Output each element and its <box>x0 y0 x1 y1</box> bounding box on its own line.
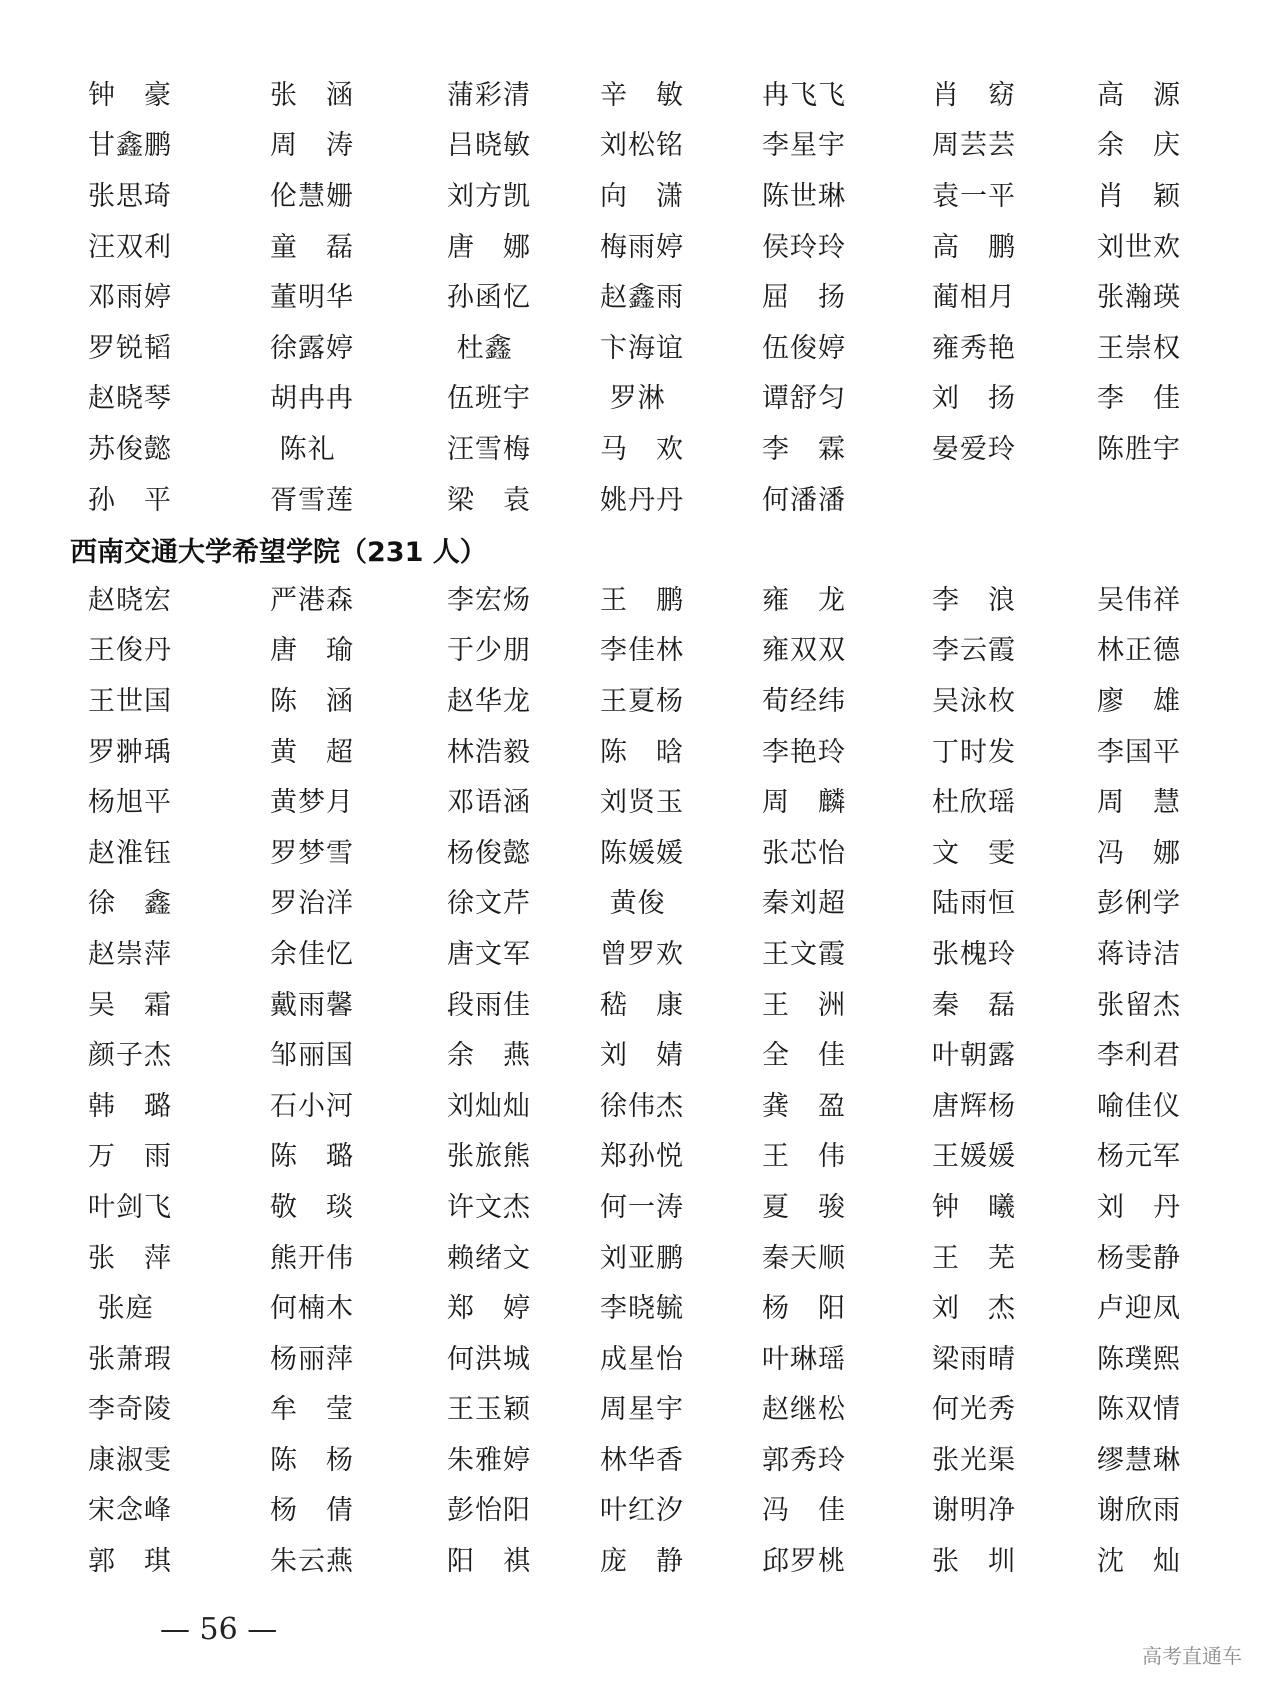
name-row <box>88 575 1208 626</box>
name-cell: 林华香 <box>600 1444 684 1476</box>
name-cell: 赵淮钰 <box>88 837 172 869</box>
name-row <box>88 727 1208 778</box>
name-cell: 谢欣雨 <box>1097 1495 1181 1527</box>
name-cell: 苏俊懿 <box>88 433 172 465</box>
name-row <box>88 1536 1208 1587</box>
page-number: — 56 — <box>160 1612 278 1647</box>
name-cell: 何洪城 <box>447 1343 531 1375</box>
name-cell: 卞海谊 <box>600 332 684 364</box>
name-cell: 屈 扬 <box>762 282 846 314</box>
name-cell: 荀经纬 <box>762 685 846 717</box>
name-cell: 赵鑫雨 <box>600 282 684 314</box>
name-cell: 廖 雄 <box>1097 685 1181 717</box>
name-row <box>88 475 1208 526</box>
name-row <box>88 1385 1208 1436</box>
name-cell: 周星宇 <box>600 1394 684 1426</box>
name-cell: 杨俊懿 <box>447 837 531 869</box>
name-cell: 辛 敏 <box>600 79 684 111</box>
name-cell: 黄俊 <box>600 888 666 920</box>
name-cell: 王玉颖 <box>447 1394 531 1426</box>
name-cell: 朱雅婷 <box>447 1444 531 1476</box>
name-cell: 蔺相月 <box>932 282 1016 314</box>
name-cell: 刘亚鹏 <box>600 1242 684 1274</box>
name-cell: 叶剑飞 <box>88 1191 172 1223</box>
name-cell: 唐 瑜 <box>270 635 354 667</box>
name-cell: 李利君 <box>1097 1040 1181 1072</box>
name-cell: 韩 璐 <box>88 1090 172 1122</box>
name-cell: 宋念峰 <box>88 1495 172 1527</box>
name-cell: 敬 琰 <box>270 1191 354 1223</box>
name-cell: 刘贤玉 <box>600 787 684 819</box>
name-cell: 许文杰 <box>447 1191 531 1223</box>
name-cell: 谭舒匀 <box>762 383 846 415</box>
name-cell: 童 磊 <box>270 231 354 263</box>
name-cell: 肖 颖 <box>1097 180 1181 212</box>
name-cell: 严港森 <box>270 584 354 616</box>
watermark: 高考直通车 <box>1142 1644 1242 1668</box>
name-cell: 唐辉杨 <box>932 1090 1016 1122</box>
name-row <box>88 222 1208 273</box>
name-cell: 杨元军 <box>1097 1141 1181 1173</box>
name-cell: 李奇陵 <box>88 1394 172 1426</box>
name-cell: 冯 佳 <box>762 1495 846 1527</box>
name-cell: 周 麟 <box>762 787 846 819</box>
name-cell: 王崇权 <box>1097 332 1181 364</box>
name-cell: 何楠木 <box>270 1293 354 1325</box>
name-cell: 李星宇 <box>762 130 846 162</box>
name-cell: 刘 婧 <box>600 1040 684 1072</box>
name-cell: 蒲彩清 <box>447 79 531 111</box>
name-cell: 王 洲 <box>762 989 846 1021</box>
name-cell: 谢明净 <box>932 1495 1016 1527</box>
name-cell: 李佳林 <box>600 635 684 667</box>
name-row <box>88 1081 1208 1132</box>
name-cell: 罗梦雪 <box>270 837 354 869</box>
name-cell: 孙函忆 <box>447 282 531 314</box>
name-cell: 罗翀瑀 <box>88 736 172 768</box>
name-cell: 伍班宇 <box>447 383 531 415</box>
name-row <box>88 929 1208 980</box>
name-cell: 雍秀艳 <box>932 332 1016 364</box>
name-cell: 张萧瑕 <box>88 1343 172 1375</box>
name-cell: 陈 晗 <box>600 736 684 768</box>
name-row <box>88 1030 1208 1081</box>
name-cell: 刘松铭 <box>600 130 684 162</box>
name-cell: 赵晓琴 <box>88 383 172 415</box>
name-cell: 陈世琳 <box>762 180 846 212</box>
name-cell: 王 鹏 <box>600 584 684 616</box>
name-cell: 石小河 <box>270 1090 354 1122</box>
name-cell: 张 涵 <box>270 79 354 111</box>
name-cell: 胡冉冉 <box>270 383 354 415</box>
name-cell: 秦天顺 <box>762 1242 846 1274</box>
name-cell: 王俊丹 <box>88 635 172 667</box>
name-cell: 余 燕 <box>447 1040 531 1072</box>
name-cell: 邹丽国 <box>270 1040 354 1072</box>
name-row <box>88 828 1208 879</box>
name-row <box>88 1283 1208 1334</box>
name-cell: 刘世欢 <box>1097 231 1181 263</box>
name-list-section-1 <box>88 70 1208 525</box>
name-cell: 何潘潘 <box>762 484 846 516</box>
name-cell: 曾罗欢 <box>600 938 684 970</box>
name-cell: 刘 丹 <box>1097 1191 1181 1223</box>
name-cell: 赵华龙 <box>447 685 531 717</box>
name-cell: 庞 静 <box>600 1546 684 1578</box>
name-cell: 李云霞 <box>932 635 1016 667</box>
name-cell: 郭秀玲 <box>762 1444 846 1476</box>
name-cell: 徐伟杰 <box>600 1090 684 1122</box>
name-cell: 杜欣瑶 <box>932 787 1016 819</box>
name-row <box>88 1486 1208 1537</box>
name-cell: 肖 窈 <box>932 79 1016 111</box>
name-cell: 徐 鑫 <box>88 888 172 920</box>
name-row <box>88 676 1208 727</box>
name-row <box>88 424 1208 475</box>
name-row <box>88 272 1208 323</box>
name-cell: 黄 超 <box>270 736 354 768</box>
name-cell: 文 雯 <box>932 837 1016 869</box>
name-cell: 姚丹丹 <box>600 484 684 516</box>
name-cell: 张 萍 <box>88 1242 172 1274</box>
name-row <box>88 879 1208 930</box>
name-cell: 秦 磊 <box>932 989 1016 1021</box>
name-cell: 陈礼 <box>270 433 336 465</box>
name-cell: 张庭 <box>88 1293 154 1325</box>
name-cell: 王世国 <box>88 685 172 717</box>
name-cell: 汪雪梅 <box>447 433 531 465</box>
name-row <box>88 1435 1208 1486</box>
name-cell: 杨旭平 <box>88 787 172 819</box>
name-cell: 丁时发 <box>932 736 1016 768</box>
name-cell: 马 欢 <box>600 433 684 465</box>
name-cell: 陆雨恒 <box>932 888 1016 920</box>
name-cell: 王 伟 <box>762 1141 846 1173</box>
name-row <box>88 70 1208 121</box>
name-cell: 陈 杨 <box>270 1444 354 1476</box>
name-cell: 段雨佳 <box>447 989 531 1021</box>
name-cell: 周芸芸 <box>932 130 1016 162</box>
name-row <box>88 171 1208 222</box>
name-cell: 梁雨晴 <box>932 1343 1016 1375</box>
name-cell: 罗淋 <box>600 383 666 415</box>
name-cell: 张留杰 <box>1097 989 1181 1021</box>
name-cell: 龚 盈 <box>762 1090 846 1122</box>
name-cell: 李 佳 <box>1097 383 1181 415</box>
name-cell: 缪慧琳 <box>1097 1444 1181 1476</box>
name-cell: 张光渠 <box>932 1444 1016 1476</box>
name-cell: 杨 阳 <box>762 1293 846 1325</box>
name-cell: 叶朝露 <box>932 1040 1016 1072</box>
name-cell: 朱云燕 <box>270 1546 354 1578</box>
name-row <box>88 1233 1208 1284</box>
name-cell: 邓语涵 <box>447 787 531 819</box>
name-cell: 唐文军 <box>447 938 531 970</box>
name-cell: 刘 杰 <box>932 1293 1016 1325</box>
name-cell: 罗锐韬 <box>88 332 172 364</box>
name-cell: 陈璞熙 <box>1097 1343 1181 1375</box>
name-cell: 袁一平 <box>932 180 1016 212</box>
name-cell: 周 慧 <box>1097 787 1181 819</box>
name-cell: 王媛媛 <box>932 1141 1016 1173</box>
name-cell: 叶琳瑶 <box>762 1343 846 1375</box>
name-cell: 胥雪莲 <box>270 484 354 516</box>
name-cell: 刘方凯 <box>447 180 531 212</box>
name-cell: 向 潇 <box>600 180 684 212</box>
name-cell: 吴 霜 <box>88 989 172 1021</box>
name-cell: 郑孙悦 <box>600 1141 684 1173</box>
name-cell: 陈双情 <box>1097 1394 1181 1426</box>
name-cell: 李 浪 <box>932 584 1016 616</box>
name-cell: 成星怡 <box>600 1343 684 1375</box>
name-cell: 卢迎凤 <box>1097 1293 1181 1325</box>
name-cell: 戴雨馨 <box>270 989 354 1021</box>
name-cell: 孙 平 <box>88 484 172 516</box>
name-cell: 王文霞 <box>762 938 846 970</box>
name-cell: 林浩毅 <box>447 736 531 768</box>
name-row <box>88 626 1208 677</box>
name-cell: 陈胜宇 <box>1097 433 1181 465</box>
name-row <box>88 1132 1208 1183</box>
name-cell: 周 涛 <box>270 130 354 162</box>
name-cell: 刘 扬 <box>932 383 1016 415</box>
name-cell: 高 源 <box>1097 79 1181 111</box>
name-cell: 赵晓宏 <box>88 584 172 616</box>
name-cell: 雍双双 <box>762 635 846 667</box>
name-cell: 侯玲玲 <box>762 231 846 263</box>
name-cell: 邱罗桃 <box>762 1546 846 1578</box>
name-cell: 杨雯静 <box>1097 1242 1181 1274</box>
name-cell: 颜子杰 <box>88 1040 172 1072</box>
section-heading: 西南交通大学希望学院（231 人） <box>70 537 487 568</box>
name-cell: 林正德 <box>1097 635 1181 667</box>
name-cell: 郑 婷 <box>447 1293 531 1325</box>
name-cell: 刘灿灿 <box>447 1090 531 1122</box>
name-cell: 陈 璐 <box>270 1141 354 1173</box>
name-cell: 梁 袁 <box>447 484 531 516</box>
name-cell: 徐露婷 <box>270 332 354 364</box>
name-row <box>88 323 1208 374</box>
name-cell: 王夏杨 <box>600 685 684 717</box>
name-cell: 李 霖 <box>762 433 846 465</box>
name-cell: 李宏炀 <box>447 584 531 616</box>
name-cell: 何一涛 <box>600 1191 684 1223</box>
name-cell: 梅雨婷 <box>600 231 684 263</box>
name-cell: 甘鑫鹏 <box>88 130 172 162</box>
name-cell: 汪双利 <box>88 231 172 263</box>
name-cell: 张思琦 <box>88 180 172 212</box>
name-cell: 钟 曦 <box>932 1191 1016 1223</box>
name-cell: 于少朋 <box>447 635 531 667</box>
name-cell: 张芯怡 <box>762 837 846 869</box>
name-row <box>88 777 1208 828</box>
name-cell: 李国平 <box>1097 736 1181 768</box>
name-cell: 冯 娜 <box>1097 837 1181 869</box>
name-cell: 夏 骏 <box>762 1191 846 1223</box>
name-cell: 罗治洋 <box>270 888 354 920</box>
name-cell: 赵崇萍 <box>88 938 172 970</box>
name-cell: 唐 娜 <box>447 231 531 263</box>
name-row <box>88 121 1208 172</box>
name-cell: 彭俐学 <box>1097 888 1181 920</box>
name-cell: 黄梦月 <box>270 787 354 819</box>
name-cell: 李晓毓 <box>600 1293 684 1325</box>
name-cell: 陈媛媛 <box>600 837 684 869</box>
name-cell: 邓雨婷 <box>88 282 172 314</box>
name-row <box>88 1182 1208 1233</box>
name-row <box>88 980 1208 1031</box>
name-cell: 伍俊婷 <box>762 332 846 364</box>
name-cell: 徐文芹 <box>447 888 531 920</box>
name-cell: 余佳忆 <box>270 938 354 970</box>
name-cell: 全 佳 <box>762 1040 846 1072</box>
name-cell: 王 芜 <box>932 1242 1016 1274</box>
name-cell: 晏爱玲 <box>932 433 1016 465</box>
name-cell: 高 鹏 <box>932 231 1016 263</box>
name-cell: 张 圳 <box>932 1546 1016 1578</box>
name-cell: 陈 涵 <box>270 685 354 717</box>
name-cell: 钟 豪 <box>88 79 172 111</box>
name-row <box>88 1334 1208 1385</box>
name-cell: 秦刘超 <box>762 888 846 920</box>
name-cell: 牟 莹 <box>270 1394 354 1426</box>
name-cell: 冉飞飞 <box>762 79 846 111</box>
name-cell: 吴泳枚 <box>932 685 1016 717</box>
name-cell: 吴伟祥 <box>1097 584 1181 616</box>
name-row <box>88 374 1208 425</box>
name-cell: 雍 龙 <box>762 584 846 616</box>
name-cell: 彭怡阳 <box>447 1495 531 1527</box>
name-cell: 杨 倩 <box>270 1495 354 1527</box>
name-cell: 蒋诗洁 <box>1097 938 1181 970</box>
name-cell: 阳 祺 <box>447 1546 531 1578</box>
name-cell: 伦慧姗 <box>270 180 354 212</box>
name-cell: 杜鑫 <box>447 332 513 364</box>
name-cell: 张旅熊 <box>447 1141 531 1173</box>
name-cell: 张瀚瑛 <box>1097 282 1181 314</box>
name-cell: 康淑雯 <box>88 1444 172 1476</box>
name-cell: 郭 琪 <box>88 1546 172 1578</box>
name-cell: 余 庆 <box>1097 130 1181 162</box>
name-cell: 沈 灿 <box>1097 1546 1181 1578</box>
name-cell: 吕晓敏 <box>447 130 531 162</box>
name-cell: 赖绪文 <box>447 1242 531 1274</box>
name-list-section-2 <box>88 575 1208 1587</box>
name-cell: 杨丽萍 <box>270 1343 354 1375</box>
name-cell: 叶红汐 <box>600 1495 684 1527</box>
name-cell: 熊开伟 <box>270 1242 354 1274</box>
name-cell: 万 雨 <box>88 1141 172 1173</box>
name-cell: 嵇 康 <box>600 989 684 1021</box>
name-cell: 何光秀 <box>932 1394 1016 1426</box>
name-cell: 赵继松 <box>762 1394 846 1426</box>
name-cell: 李艳玲 <box>762 736 846 768</box>
name-cell: 张槐玲 <box>932 938 1016 970</box>
name-cell: 喻佳仪 <box>1097 1090 1181 1122</box>
name-cell: 董明华 <box>270 282 354 314</box>
